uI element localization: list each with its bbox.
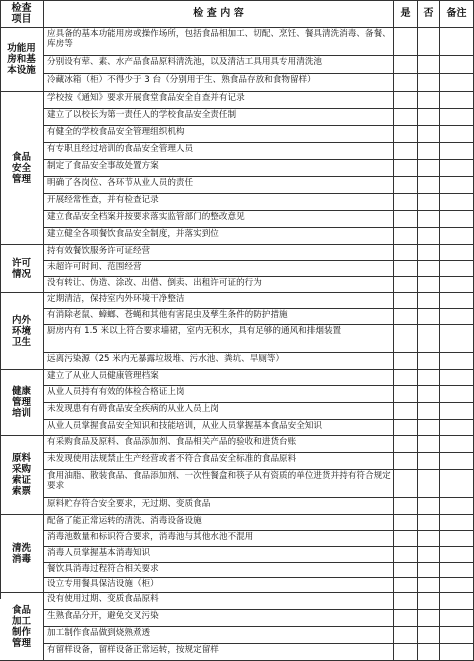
check-item-text: 生熟食品分开，避免交叉污染 [44,610,394,627]
yes-checkbox-cell[interactable] [394,211,418,228]
remark-cell[interactable] [440,386,474,403]
yes-checkbox-cell[interactable] [394,228,418,245]
check-item-text: 原料贮存符合安全要求，无过期、变质食品 [44,498,394,515]
check-item-text: 有留样设备，留样设备正常运转，按规定留样 [44,644,394,661]
yes-checkbox-cell[interactable] [394,547,418,563]
check-item-text: 加工制作食品做到烧熟煮透 [44,627,394,644]
check-item-text: 有健全的学校食品安全管理组织机构 [44,126,394,143]
remark-cell[interactable] [440,211,474,228]
check-item-text: 分别设有荤、素、水产品食品原料清洗池，以及清洁工具用具专用清洗池 [44,56,394,74]
remark-cell[interactable] [440,610,474,627]
remark-cell[interactable] [440,515,474,531]
no-checkbox-cell[interactable] [418,261,440,277]
no-checkbox-cell[interactable] [418,109,440,126]
yes-checkbox-cell[interactable] [394,261,418,277]
no-checkbox-cell[interactable] [418,28,440,56]
remark-cell[interactable] [440,370,474,386]
no-checkbox-cell[interactable] [418,228,440,245]
remark-cell[interactable] [440,245,474,261]
check-item-text: 从业人员持有有效的体检合格证上岗 [44,386,394,403]
yes-checkbox-cell[interactable] [394,453,418,470]
no-checkbox-cell[interactable] [418,644,440,661]
section-title: 食品 安全 管理 [0,92,44,245]
check-item-text: 开展经常性查，并有检查记录 [44,194,394,211]
section-title: 功能用 房和基 本设施 [0,28,44,92]
yes-checkbox-cell[interactable] [394,515,418,531]
no-checkbox-cell[interactable] [418,578,440,593]
yes-checkbox-cell[interactable] [394,92,418,109]
remark-cell[interactable] [440,470,474,498]
remark-cell[interactable] [440,56,474,74]
remark-cell[interactable] [440,293,474,309]
remark-cell[interactable] [440,593,474,610]
yes-checkbox-cell[interactable] [394,610,418,627]
remark-cell[interactable] [440,325,474,353]
check-item-text: 消毒人员掌握基本消毒知识 [44,547,394,563]
check-item-text: 餐饮具消毒过程符合相关要求 [44,563,394,578]
yes-checkbox-cell[interactable] [394,277,418,293]
remark-cell[interactable] [440,194,474,211]
yes-checkbox-cell[interactable] [394,109,418,126]
yes-checkbox-cell[interactable] [394,56,418,74]
header-no: 否 [418,0,440,28]
no-checkbox-cell[interactable] [418,325,440,353]
no-checkbox-cell[interactable] [418,610,440,627]
yes-checkbox-cell[interactable] [394,498,418,515]
yes-checkbox-cell[interactable] [394,470,418,498]
check-item-text: 学校按《通知》要求开展食堂食品安全自查并有记录 [44,92,394,109]
no-checkbox-cell[interactable] [418,309,440,325]
check-item-text: 未超许可时间、范围经营 [44,261,394,277]
no-checkbox-cell[interactable] [418,498,440,515]
remark-cell[interactable] [440,531,474,547]
check-item-text: 没有使用过期、变质食品原料 [44,593,394,610]
yes-checkbox-cell[interactable] [394,593,418,610]
check-item-text: 设立专用餐具保洁设施（柜） [44,578,394,593]
no-checkbox-cell[interactable] [418,627,440,644]
check-item-text: 远离污染源（25 米内无暴露垃圾堆、污水池、粪坑、旱厕等） [44,353,394,370]
no-checkbox-cell[interactable] [418,56,440,74]
remark-cell[interactable] [440,261,474,277]
remark-cell[interactable] [440,547,474,563]
remark-cell[interactable] [440,309,474,325]
no-checkbox-cell[interactable] [418,74,440,92]
section-title: 原料 采购 索证 索票 [0,436,44,515]
no-checkbox-cell[interactable] [418,370,440,386]
yes-checkbox-cell[interactable] [394,436,418,453]
yes-checkbox-cell[interactable] [394,325,418,353]
remark-cell[interactable] [440,436,474,453]
check-item-text: 建立了以校长为第一责任人的学校食品安全责任制 [44,109,394,126]
check-item-text: 消毒池数量和标识符合要求，消毒池与其他水池不混用 [44,531,394,547]
no-checkbox-cell[interactable] [418,353,440,370]
remark-cell[interactable] [440,74,474,92]
yes-checkbox-cell[interactable] [394,578,418,593]
no-checkbox-cell[interactable] [418,531,440,547]
check-item-text: 有采购食品及原料、食品添加剂、食品相关产品的验收和进货台账 [44,436,394,453]
yes-checkbox-cell[interactable] [394,563,418,578]
check-item-text: 建立了从业人员健康管理档案 [44,370,394,386]
no-checkbox-cell[interactable] [418,277,440,293]
no-checkbox-cell[interactable] [418,177,440,194]
no-checkbox-cell[interactable] [418,515,440,531]
section-title: 内外 环境 卫生 [0,293,44,370]
section-title: 健康 管理 培训 [0,370,44,436]
header-item: 检查 项目 [0,0,44,28]
check-item-text: 食用油脂、散装食品、食品添加剂、一次性餐盒和筷子从有资质的单位进货并持有符合规定要求 [44,470,394,498]
check-item-text: 没有转让、伪造、涂改、出借、倒卖、出租许可证的行为 [44,277,394,293]
check-item-text: 定期清洁，保持室内外环境干净整洁 [44,293,394,309]
yes-checkbox-cell[interactable] [394,28,418,56]
no-checkbox-cell[interactable] [418,92,440,109]
check-item-text: 冷藏冰箱（柜）不得少于 3 台（分别用于生、熟食品存放和食物留样） [44,74,394,92]
remark-cell[interactable] [440,28,474,56]
remark-cell[interactable] [440,403,474,420]
yes-checkbox-cell[interactable] [394,160,418,177]
section-title: 食品 加工 制作 管理 [0,593,44,661]
remark-cell[interactable] [440,160,474,177]
remark-cell[interactable] [440,126,474,143]
no-checkbox-cell[interactable] [418,436,440,453]
check-item-text: 持有效餐饮服务许可证经营 [44,245,394,261]
no-checkbox-cell[interactable] [418,420,440,436]
remark-cell[interactable] [440,92,474,109]
no-checkbox-cell[interactable] [418,126,440,143]
remark-cell[interactable] [440,228,474,245]
no-checkbox-cell[interactable] [418,386,440,403]
check-item-text: 未发现使用法规禁止生产经营或者不符合食品安全标准的食品原料 [44,453,394,470]
header-yes: 是 [394,0,418,28]
no-checkbox-cell[interactable] [418,245,440,261]
remark-cell[interactable] [440,453,474,470]
check-item-text: 应具备的基本功能用房或操作场所，包括食品相加工、切配、烹饪、餐具清洗消毒、备餐、库房等 [44,28,394,56]
yes-checkbox-cell[interactable] [394,644,418,661]
no-checkbox-cell[interactable] [418,160,440,177]
section-title: 许可 情况 [0,245,44,293]
yes-checkbox-cell[interactable] [394,194,418,211]
yes-checkbox-cell[interactable] [394,403,418,420]
yes-checkbox-cell[interactable] [394,74,418,92]
yes-checkbox-cell[interactable] [394,245,418,261]
remark-cell[interactable] [440,563,474,578]
check-item-text: 厨房内有 1.5 米以上符合要求墙裙，室内无积水，具有足够的通风和排烟装置 [44,325,394,353]
no-checkbox-cell[interactable] [418,470,440,498]
yes-checkbox-cell[interactable] [394,531,418,547]
yes-checkbox-cell[interactable] [394,309,418,325]
yes-checkbox-cell[interactable] [394,627,418,644]
yes-checkbox-cell[interactable] [394,293,418,309]
no-checkbox-cell[interactable] [418,563,440,578]
section-title: 清洗 消毒 [0,515,44,593]
remark-cell[interactable] [440,420,474,436]
check-item-text: 建立健全各项餐饮食品安全制度，并落实到位 [44,228,394,245]
remark-cell[interactable] [440,277,474,293]
no-checkbox-cell[interactable] [418,403,440,420]
no-checkbox-cell[interactable] [418,194,440,211]
yes-checkbox-cell[interactable] [394,126,418,143]
header-content: 检 查 内 容 [44,0,394,28]
header-remark: 备注 [440,0,474,28]
yes-checkbox-cell[interactable] [394,353,418,370]
check-item-text: 制定了食品安全事故处置方案 [44,160,394,177]
check-item-text: 配备了能正常运转的清洗、消毒设备设施 [44,515,394,531]
check-item-text: 建立食品安全档案并按要求落实监管部门的整改意见 [44,211,394,228]
yes-checkbox-cell[interactable] [394,143,418,160]
remark-cell[interactable] [440,578,474,593]
check-item-text: 有消除老鼠、蟑螂、苍蝇和其他有害昆虫及孳生条件的防护措施 [44,309,394,325]
yes-checkbox-cell[interactable] [394,370,418,386]
yes-checkbox-cell[interactable] [394,386,418,403]
remark-cell[interactable] [440,143,474,160]
remark-cell[interactable] [440,627,474,644]
check-item-text: 从业人员掌握食品安全知识和技能培训，从业人员掌握基本食品安全知识 [44,420,394,436]
remark-cell[interactable] [440,353,474,370]
yes-checkbox-cell[interactable] [394,420,418,436]
check-item-text: 未发现患有有碍食品安全疾病的从业人员上岗 [44,403,394,420]
check-item-text: 明确了各岗位、各环节从业人员的责任 [44,177,394,194]
no-checkbox-cell[interactable] [418,143,440,160]
remark-cell[interactable] [440,177,474,194]
remark-cell[interactable] [440,109,474,126]
no-checkbox-cell[interactable] [418,293,440,309]
no-checkbox-cell[interactable] [418,453,440,470]
check-item-text: 有专职且经过培训的食品安全管理人员 [44,143,394,160]
remark-cell[interactable] [440,644,474,661]
no-checkbox-cell[interactable] [418,547,440,563]
no-checkbox-cell[interactable] [418,593,440,610]
yes-checkbox-cell[interactable] [394,177,418,194]
no-checkbox-cell[interactable] [418,211,440,228]
remark-cell[interactable] [440,498,474,515]
